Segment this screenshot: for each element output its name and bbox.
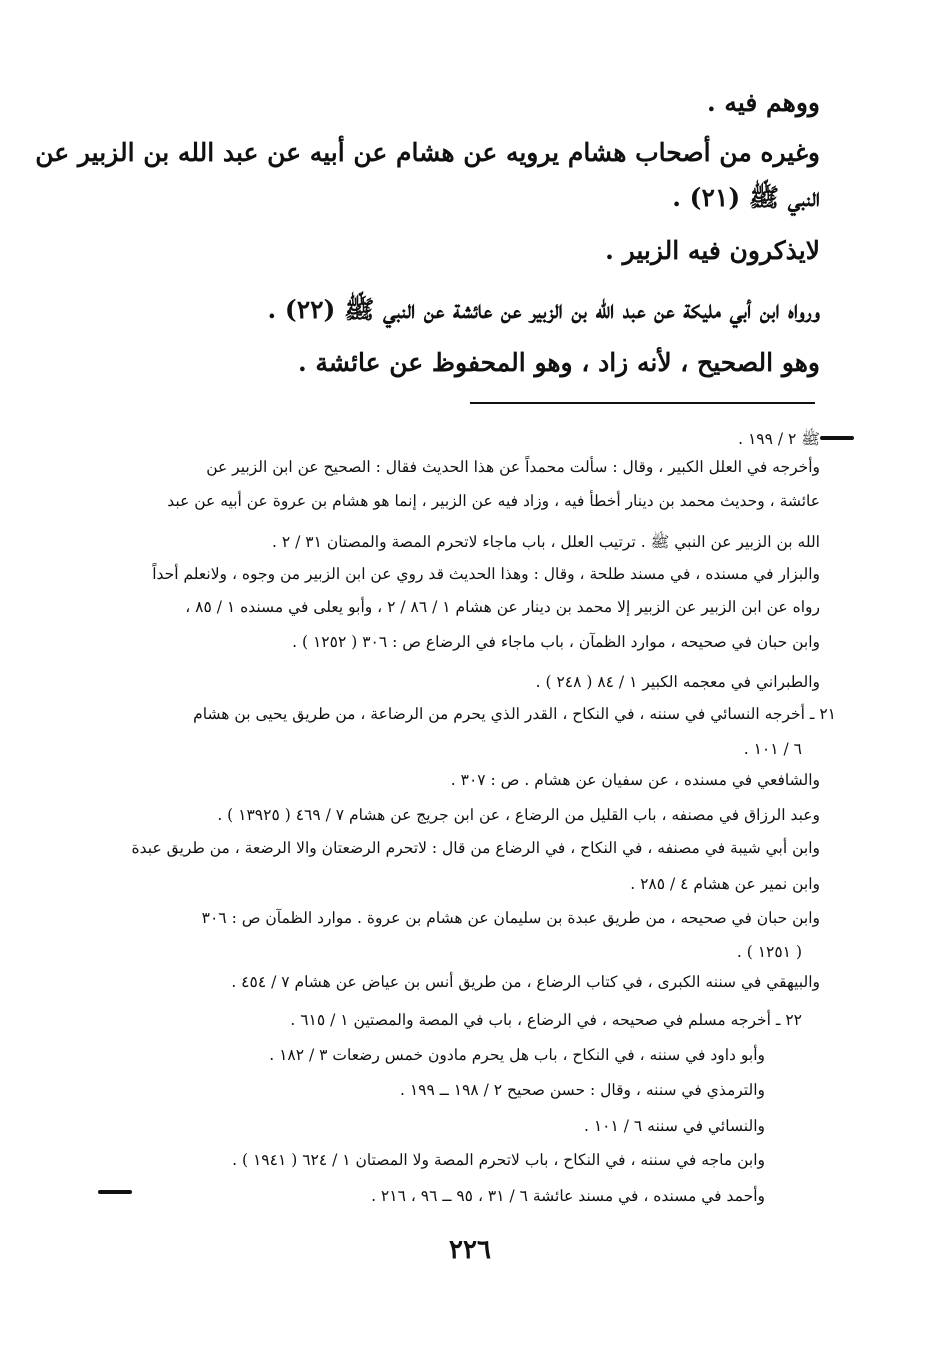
footnote-line-1: ﷺ ٢ / ١٩٩ . [738,430,820,448]
continuation-mark-bottom [98,1190,132,1194]
page-number: ٢٢٦ [449,1235,491,1265]
footnote-line-23: وأحمد في مسنده ، في مسند عائشة ٦ / ٣١ ، ٩٥ ــ ٩٦ ، ٢١٦ . [371,1187,765,1205]
continuation-mark-top [820,436,854,440]
main-text-line-5: ورواه ابن أبي مليكة عن عبد الله بن الزبير عن عائشة عن النبي ﷺ (٢٢) . [267,295,820,324]
footnote-line-17: والبيهقي في سننه الكبرى ، في كتاب الرضاع ، من طريق أنس بن عياض عن هشام ٧ / ٤٥٤ . [231,973,820,991]
footnote-divider [470,402,815,404]
footnote-line-10: ٦ / ١٠١ . [743,740,802,758]
footnote-line-19: وأبو داود في سننه ، في النكاح ، باب هل يحرم مادون خمس رضعات ٣ / ١٨٢ . [269,1046,765,1064]
footnote-line-11: والشافعي في مسنده ، عن سفيان عن هشام . ص : ٣٠٧ . [450,771,820,789]
main-text-line-3: النبي ﷺ (٢١) . [672,183,820,212]
footnote-line-16: ( ١٢٥١ ) . [736,943,802,961]
footnote-line-22: وابن ماجه في سننه ، في النكاح ، باب لاتحرم المصة ولا المصتان ١ / ٦٢٤ ( ١٩٤١ ) . [232,1151,765,1169]
footnote-line-8: والطبراني في معجمه الكبير ١ / ٨٤ ( ٢٤٨ ) . [535,673,820,691]
footnote-line-14: وابن نمير عن هشام ٤ / ٢٨٥ . [630,875,820,893]
footnote-line-2: وأخرجه في العلل الكبير ، وقال : سألت محمداً عن هذا الحديث فقال : الصحيح عن ابن الزبير عن [206,458,820,476]
footnote-line-13: وابن أبي شيبة في مصنفه ، في النكاح ، في الرضاع من قال : لاتحرم الرضعتان والا الرضعة ، من طريق عبدة [131,839,820,857]
footnote-line-7: وابن حبان في صحيحه ، موارد الظمآن ، باب ماجاء في الرضاع ص : ٣٠٦ ( ١٢٥٢ ) . [292,633,820,651]
main-text-line-2: وغيره من أصحاب هشام يرويه عن هشام عن أبيه عن عبد الله بن الزبير عن [35,138,820,167]
footnote-line-20: والترمذي في سننه ، وقال : حسن صحيح ٢ / ١٩٨ ــ ١٩٩ . [399,1081,765,1099]
footnote-line-9: ٢١ ـ أخرجه النسائي في سننه ، في النكاح ، القدر الذي يحرم من الرضاعة ، من طريق يحيى بن هشام [193,705,836,723]
main-text-line-4: لايذكرون فيه الزبير . [605,236,820,265]
footnote-line-4: الله بن الزبير عن النبي ﷺ . ترتيب العلل ، باب ماجاء لاتحرم المصة والمصتان ٣١ / ٢ . [272,533,820,551]
footnote-line-15: وابن حبان في صحيحه ، من طريق عبدة بن سليمان عن هشام بن عروة . موارد الظمآن ص : ٣٠٦ [201,909,820,927]
main-text-line-1: ووهم فيه . [707,88,820,117]
footnote-line-5: والبزار في مسنده ، في مسند طلحة ، وقال : وهذا الحديث قد روي عن ابن الزبير من وجوه ، ولانعلم أحداً [152,565,820,583]
footnote-line-18: ٢٢ ـ أخرجه مسلم في صحيحه ، في الرضاع ، باب في المصة والمصتين ١ / ٦١٥ . [290,1011,802,1029]
main-text-line-6: وهو الصحيح ، لأنه زاد ، وهو المحفوظ عن عائشة . [297,348,820,377]
footnote-line-12: وعبد الرزاق في مصنفه ، باب القليل من الرضاع ، عن ابن جريج عن هشام ٧ / ٤٦٩ ( ١٣٩٢٥ ) . [217,806,820,824]
footnote-line-21: والنسائي في سننه ٦ / ١٠١ . [584,1117,765,1135]
footnote-line-3: عائشة ، وحديث محمد بن دينار أخطأ فيه ، وزاد فيه عن الزبير ، إنما هو هشام بن عروة عن أبيه عن عبد [167,492,820,510]
footnote-line-6: رواه عن ابن الزبير عن الزبير إلا محمد بن دينار عن هشام ١ / ٨٦ / ٢ ، وأبو يعلى في مسنده ١ / ٨٥ ، [185,598,820,616]
